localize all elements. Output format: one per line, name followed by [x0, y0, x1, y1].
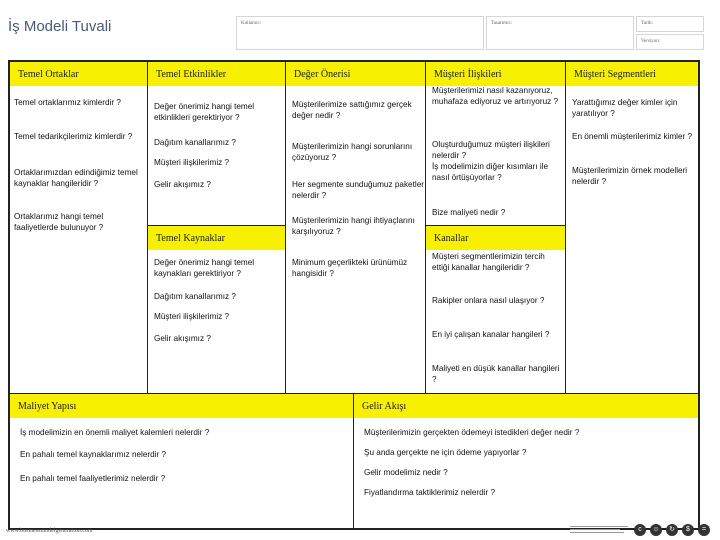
version-label: Versiyon:: [641, 39, 661, 44]
question: Müşterilerimizi nasıl kazanıyoruz, muhafaza ediyoruz ve artırıyoruz ?: [432, 86, 559, 106]
sa-icon: ↻: [666, 524, 678, 536]
question: En pahalı temel faaliyetlerimiz nelerdir ?: [20, 474, 166, 483]
key-activities-title: Temel Etkinlikler: [148, 62, 286, 86]
question: Minimum geçerlikteki ürünümüz hangisidir ?: [292, 258, 408, 278]
question: Müşteri segmentlerimizin tercih ettiği kanallar hangileridir ?: [432, 252, 545, 272]
key-resources-title: Temel Kaynaklar: [148, 226, 286, 250]
nd-icon: =: [698, 524, 710, 536]
revenue-streams-title: Gelir Akışı: [354, 394, 698, 418]
customer-relationships-title: Müşteri İlişkileri: [426, 62, 566, 86]
cc-icon: c: [634, 524, 646, 536]
question: Ortaklarımızdan edindiğimiz temel kaynaklar hangileridir ?: [14, 168, 138, 188]
key-partners-block: [9, 61, 149, 395]
by-icon: ☺: [650, 524, 662, 536]
question: Gelir akışımız ?: [154, 334, 211, 343]
customer-segments-block: [565, 61, 699, 395]
business-model-canvas: [8, 60, 700, 530]
question: Temel ortaklarımız kimlerdir ?: [14, 98, 121, 107]
question: Yarattığımız değer kimler için yaratılıyor ?: [572, 98, 678, 118]
question: Şu anda gerçekte ne için ödeme yapıyorlar ?: [364, 448, 527, 457]
channels-block: [425, 225, 567, 395]
question: Gelir akışımız ?: [154, 180, 211, 189]
question: Müşterilerimizin gerçekten ödemeyi istedikleri değer nedir ?: [364, 428, 580, 437]
date-label: Tarih:: [641, 21, 653, 26]
question: Temel tedarikçilerimiz kimlerdir ?: [14, 132, 133, 141]
key-activities-block: [147, 61, 287, 227]
footer-website: www.businessmodelgeneration.com: [6, 528, 93, 534]
question: Dağıtım kanallarımız ?: [154, 292, 236, 301]
question: İş modelimizin diğer kısımları ile nasıl örtüşüyorlar ?: [432, 162, 549, 182]
customer-relationships-block: [425, 61, 567, 227]
nc-icon: $: [682, 524, 694, 536]
question: Her segmente sunduğumuz paketler nelerdir ?: [292, 180, 424, 200]
question: En önemli müşterilerimiz kimler ?: [572, 132, 693, 141]
question: Müşteri ilişkilerimiz ?: [154, 312, 230, 321]
question: Bize maliyeti nedir ?: [432, 208, 506, 217]
question: Müşterilerimizin örnek modelleri nelerdir ?: [572, 166, 688, 186]
channels-title: Kanallar: [426, 226, 566, 250]
question: Değer önerimiz hangi temel etkinlikleri gerektiriyor ?: [154, 102, 255, 122]
question: Müşterilerimizin hangi ihtiyaçlarını karşılıyoruz ?: [292, 216, 415, 236]
question: En pahalı temel kaynaklarımız nelerdir ?: [20, 450, 167, 459]
question: İş modelimizin en önemli maliyet kalemleri nelerdir ?: [20, 428, 210, 437]
key-resources-block: [147, 225, 287, 395]
value-proposition-title: Değer Önerisi: [286, 62, 426, 86]
question: En iyi çalışan kanalar hangileri ?: [432, 330, 550, 339]
version-field[interactable]: [636, 34, 704, 50]
key-partners-title: Temel Ortaklar: [10, 62, 148, 86]
question: Müşteri ilişkilerimiz ?: [154, 158, 230, 167]
designed-by-field[interactable]: [486, 16, 634, 50]
question: Maliyeti en düşük kanallar hangileri ?: [432, 364, 560, 384]
date-field[interactable]: [636, 16, 704, 32]
cost-structure-block: [9, 393, 355, 529]
question: Müşterilerimizin hangi sorunlarını çözüyoruz ?: [292, 142, 413, 162]
designed-for-label: Kullanıcı:: [241, 21, 261, 26]
license-text-graphic: [570, 525, 630, 535]
license-icons: [570, 524, 710, 536]
question: Dağıtım kanallarımız ?: [154, 138, 236, 147]
customer-segments-title: Müşteri Segmentleri: [566, 62, 698, 86]
license-text-lines: [570, 525, 630, 535]
designed-for-field[interactable]: [236, 16, 484, 50]
question: Oluşturduğumuz müşteri ilişkileri nelerdir ?: [432, 140, 550, 160]
question: Değer önerimiz hangi temel kaynakları gerektiriyor ?: [154, 258, 255, 278]
page-title: İş Modeli Tuvali: [8, 18, 112, 35]
question: Rakipler onlara nasıl ulaşıyor ?: [432, 296, 545, 305]
question: Gelir modelimiz nedir ?: [364, 468, 448, 477]
question: Fiyatlandırma taktiklerimiz nelerdir ?: [364, 488, 496, 497]
revenue-streams-block: [353, 393, 699, 529]
question: Ortaklarımız hangi temel faaliyetlerde bulunuyor ?: [14, 212, 104, 232]
question: Müşterilerimize sattığımız gerçek değer nedir ?: [292, 100, 412, 120]
value-proposition-block: [285, 61, 427, 395]
designed-by-label: Tasarımcı:: [491, 21, 513, 26]
cost-structure-title: Maliyet Yapısı: [10, 394, 354, 418]
